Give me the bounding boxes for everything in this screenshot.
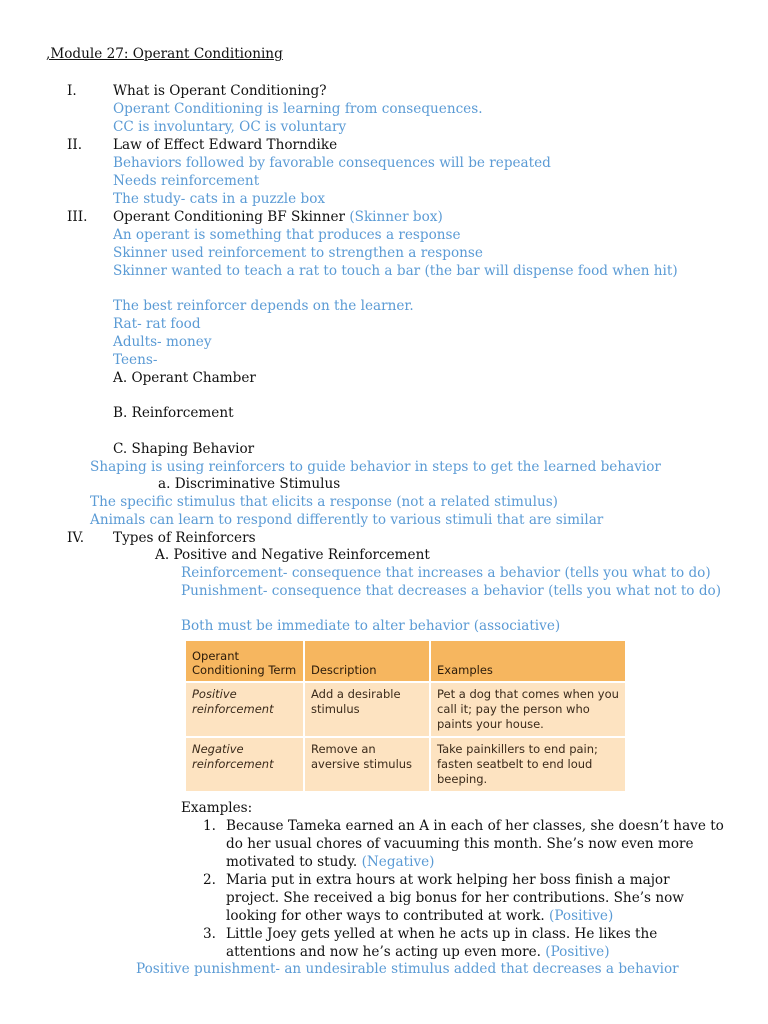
note-line: Skinner wanted to teach a rat to touch a bar (the bar will dispense food when hit) bbox=[113, 263, 678, 279]
subsection-heading: C. Shaping Behavior bbox=[113, 441, 255, 457]
note-line: Reinforcement- consequence that increases a behavior (tells you what to do) bbox=[181, 565, 711, 581]
table-cell-term: Negative reinforcement bbox=[186, 737, 304, 791]
note-line: Punishment- consequence that decreases a behavior (tells you what not to do) bbox=[181, 583, 722, 599]
table-cell-term: Positive reinforcement bbox=[186, 682, 304, 737]
note-line: Shaping is using reinforcers to guide behavior in steps to get the learned behavior bbox=[90, 459, 661, 475]
section-number: III. bbox=[67, 209, 88, 225]
subsection-heading: A. Operant Chamber bbox=[113, 370, 256, 386]
example-answer: (Positive) bbox=[545, 944, 610, 960]
note-line: The specific stimulus that elicits a response (not a related stimulus) bbox=[90, 494, 558, 510]
table-cell-description: Add a desirable stimulus bbox=[304, 682, 430, 737]
section-number: I. bbox=[67, 83, 77, 99]
note-line: Positive punishment- an undesirable stimulus added that decreases a behavior bbox=[136, 961, 679, 977]
table-header-row bbox=[186, 641, 626, 682]
examples-label: Examples: bbox=[181, 800, 253, 816]
note-line: Teens- bbox=[113, 352, 158, 368]
subsection-heading: a. Discriminative Stimulus bbox=[158, 476, 341, 492]
section-number: IV. bbox=[67, 530, 85, 546]
heading-note: (Skinner box) bbox=[349, 209, 443, 225]
section-number: II. bbox=[67, 137, 83, 153]
reinforcement-table bbox=[186, 641, 627, 791]
section-heading-text: Operant Conditioning BF Skinner bbox=[113, 209, 345, 225]
table-header-cell: Operant Conditioning Term bbox=[186, 641, 304, 682]
example-text: Little Joey gets yelled at when he acts up in class. He likes the attentions and now he’s acting up even more. bbox=[226, 926, 658, 960]
table-header-cell: Examples bbox=[430, 641, 626, 682]
example-text: Maria put in extra hours at work helping her boss finish a major project. She received a big bonus for her contributions. She’s now looking for other ways to contributed at work. bbox=[226, 872, 684, 924]
example-item bbox=[226, 871, 726, 925]
table-row bbox=[186, 737, 626, 791]
section-heading: Law of Effect Edward Thorndike bbox=[113, 137, 338, 153]
example-number: 1. bbox=[203, 818, 216, 834]
subsection-heading: B. Reinforcement bbox=[113, 405, 234, 421]
note-line: Behaviors followed by favorable consequences will be repeated bbox=[113, 155, 551, 171]
example-number: 2. bbox=[203, 872, 216, 888]
note-line: Operant Conditioning is learning from consequences. bbox=[113, 101, 483, 117]
note-line: The best reinforcer depends on the learner. bbox=[113, 298, 414, 314]
section-heading: What is Operant Conditioning? bbox=[113, 83, 327, 99]
page-title: ,Module 27: Operant Conditioning bbox=[46, 46, 283, 62]
table-cell-description: Remove an aversive stimulus bbox=[304, 737, 430, 791]
note-line: Animals can learn to respond differently to various stimuli that are similar bbox=[90, 512, 604, 528]
note-line: Adults- money bbox=[113, 334, 212, 350]
example-answer: (Negative) bbox=[361, 854, 435, 870]
note-line: An operant is something that produces a response bbox=[113, 227, 461, 243]
note-line: Needs reinforcement bbox=[113, 173, 260, 189]
table-cell-examples: Pet a dog that comes when you call it; pay the person who paints your house. bbox=[430, 682, 626, 737]
table-row bbox=[186, 682, 626, 737]
note-line: CC is involuntary, OC is voluntary bbox=[113, 119, 347, 135]
note-line: Rat- rat food bbox=[113, 316, 201, 332]
subsection-heading: A. Positive and Negative Reinforcement bbox=[155, 547, 430, 563]
note-line: The study- cats in a puzzle box bbox=[113, 191, 326, 207]
table-header-cell: Description bbox=[304, 641, 430, 682]
section-heading: Types of Reinforcers bbox=[113, 530, 256, 546]
example-answer: (Positive) bbox=[549, 908, 614, 924]
note-line: Skinner used reinforcement to strengthen a response bbox=[113, 245, 483, 261]
note-line: Both must be immediate to alter behavior (associative) bbox=[181, 618, 561, 634]
section-heading bbox=[113, 208, 443, 226]
example-item bbox=[226, 817, 726, 871]
example-text: Because Tameka earned an A in each of her classes, she doesn’t have to do her usual chores of vacuuming this month. She’s now even more motivated to study. bbox=[226, 818, 724, 870]
table-cell-examples: Take painkillers to end pain; fasten seatbelt to end loud beeping. bbox=[430, 737, 626, 791]
example-item bbox=[226, 925, 726, 961]
example-number: 3. bbox=[203, 926, 216, 942]
